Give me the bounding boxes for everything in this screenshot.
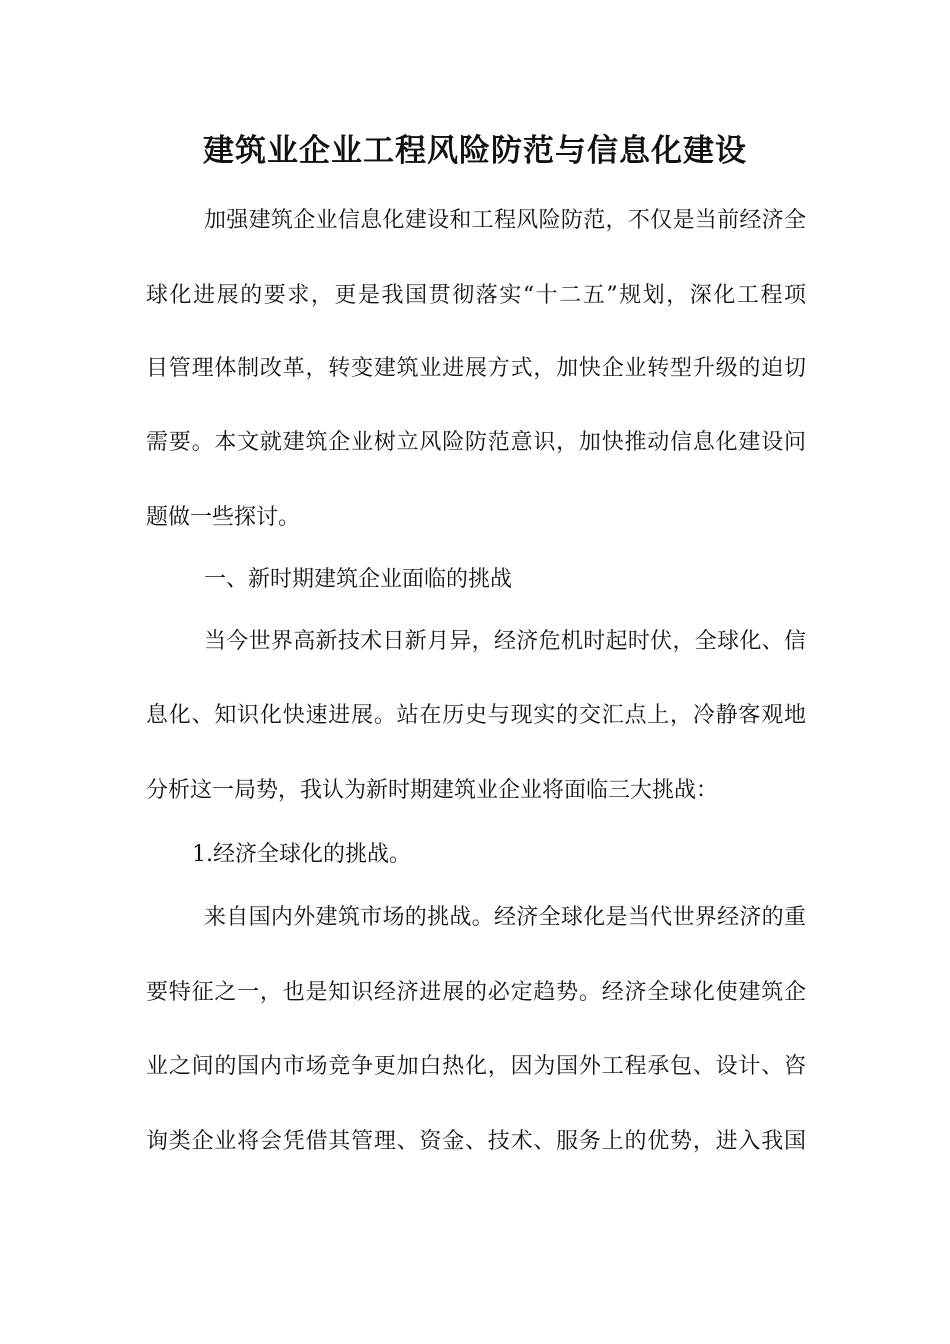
subsection-heading: 1.经济全球化的挑战。	[192, 842, 411, 867]
paragraph-line: 分析这一局势，我认为新时期建筑业企业将面临三大挑战：	[146, 778, 719, 803]
document-title: 建筑业企业工程风险防范与信息化建设	[203, 133, 747, 169]
paragraph-line: 业之间的国内市场竞争更加白热化，因为国外工程承包、设计、咨	[146, 1054, 806, 1079]
paragraph-line: 需要。本文就建筑企业树立风险防范意识，加快推动信息化建设问	[146, 430, 806, 455]
paragraph-line: 来自国内外建筑市场的挑战。经济全球化是当代世界经济的重	[204, 905, 806, 930]
paragraph-line: 目管理体制改革，转变建筑业进展方式，加快企业转型升级的迫切	[146, 356, 806, 381]
paragraph-line: 球化进展的要求，更是我国贯彻落实“十二五”规划，深化工程项	[146, 283, 806, 308]
paragraph-line: 加强建筑企业信息化建设和工程风险防范，不仅是当前经济全	[204, 208, 806, 233]
paragraph-line: 题做一些探讨。	[146, 505, 301, 530]
paragraph-line: 息化、知识化快速进展。站在历史与现实的交汇点上，冷静客观地	[146, 703, 806, 728]
section-heading: 一、新时期建筑企业面临的挑战	[204, 567, 513, 592]
paragraph-line: 当今世界高新技术日新月异，经济危机时起时伏，全球化、信	[204, 629, 806, 654]
paragraph-line: 要特征之一，也是知识经济进展的必定趋势。经济全球化使建筑企	[146, 980, 806, 1005]
paragraph-line: 询类企业将会凭借其管理、资金、技术、服务上的优势，进入我国	[146, 1129, 806, 1154]
